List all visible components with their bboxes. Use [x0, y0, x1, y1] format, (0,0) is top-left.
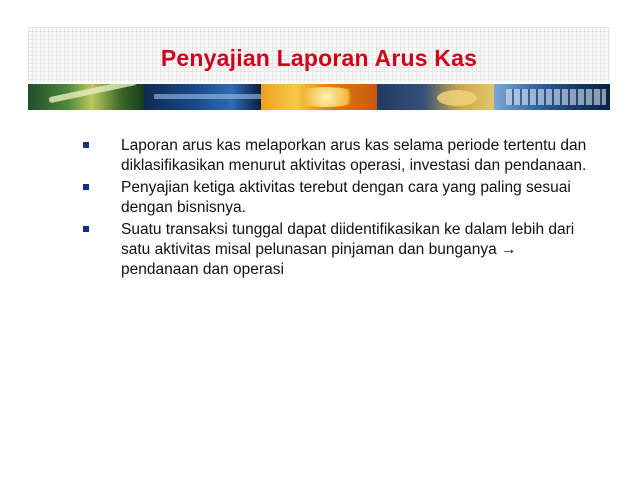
slide-title: Penyajian Laporan Arus Kas [160, 45, 478, 71]
bullet-text: Laporan arus kas melaporkan arus kas selama periode tertentu dan diklasifikasikan menurut aktivitas operasi, investasi dan pendanaan. [121, 137, 587, 174]
photo-panel-gears [261, 84, 377, 110]
photo-panel-pen [28, 84, 144, 110]
photo-panel-coins [377, 84, 493, 110]
bullet-list [76, 136, 596, 282]
list-item [76, 178, 596, 218]
decorative-photo-strip [28, 84, 610, 110]
photo-panel-keyboard [494, 84, 610, 110]
square-bullet-icon [83, 226, 89, 232]
square-bullet-icon [83, 184, 89, 190]
bullet-text: Penyajian ketiga aktivitas terebut dengan cara yang paling sesuai dengan bisnisnya. [121, 179, 571, 216]
bullet-text: Suatu transaksi tunggal dapat diidentifikasikan ke dalam lebih dari satu aktivitas misal pelunasan pinjaman dan bunganya → pendanaan dan operasi [121, 221, 575, 278]
photo-panel-document [144, 84, 260, 110]
list-item [76, 220, 596, 280]
square-bullet-icon [83, 142, 89, 148]
list-item [76, 136, 596, 176]
